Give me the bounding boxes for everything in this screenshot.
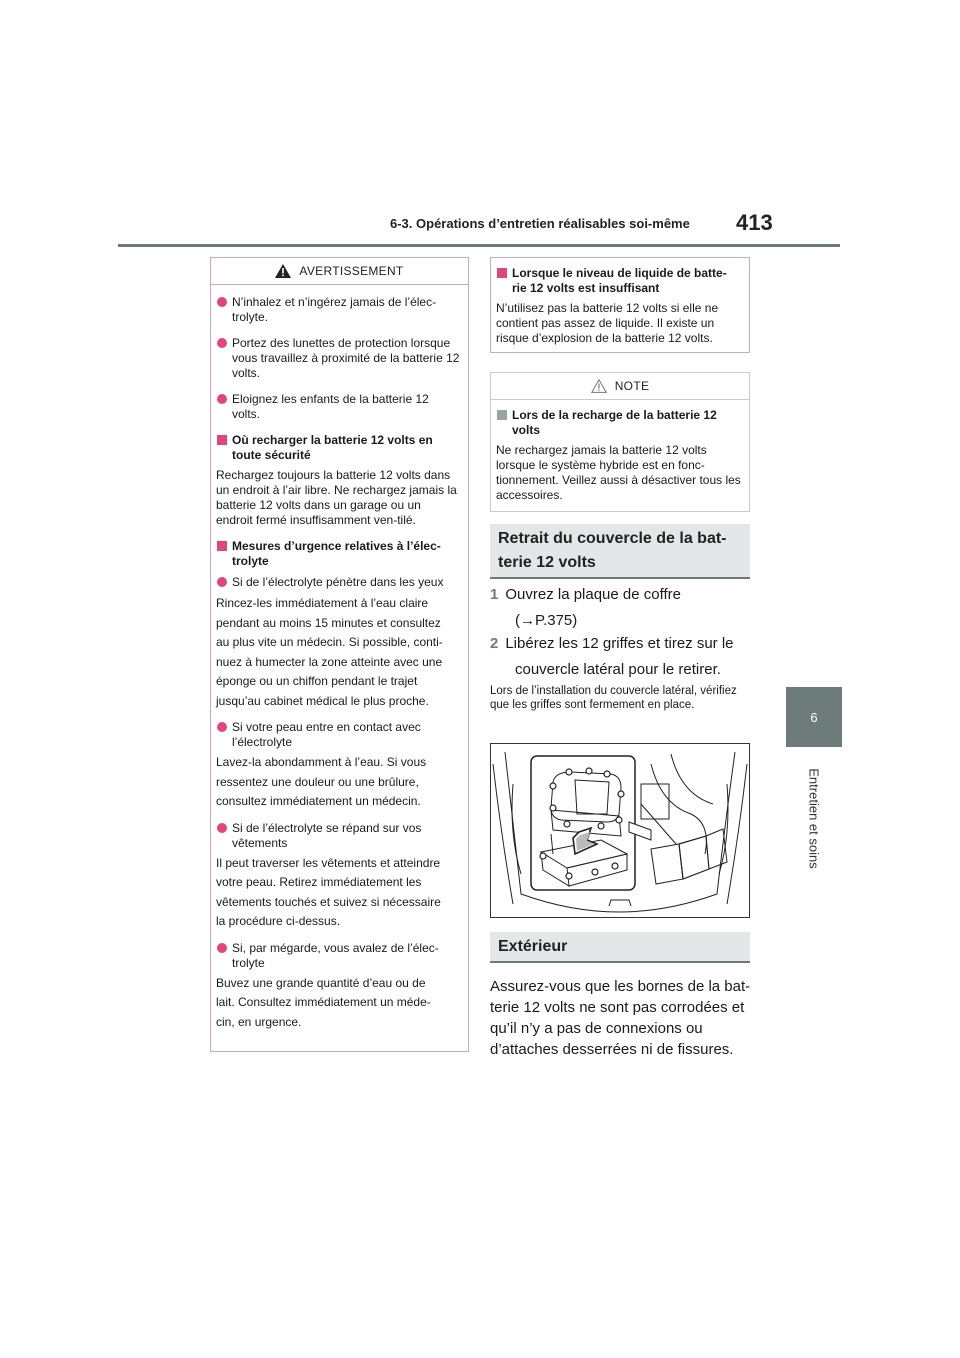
text-line: Assurez-vous que les bornes de la bat- <box>490 978 751 995</box>
section-title: 6-3. Opérations d’entretien réalisables soi-même <box>390 216 690 231</box>
trunk-drawing <box>491 744 749 917</box>
step-text: Libérez les 12 griffes et tirez sur le <box>505 635 734 652</box>
chapter-label <box>805 760 823 880</box>
warning-bullet: Portez des lunettes de protection lorsque vous travaillez à proximité de la batterie 12 volts. <box>216 336 460 381</box>
step-2 <box>490 633 760 681</box>
step-number: 2 <box>490 635 499 652</box>
warning-bullet: Si, par mégarde, vous avalez de l’élec-trolyte <box>216 941 460 971</box>
text-line: ressentez une douleur ou une brûlure, <box>216 774 419 789</box>
text-line: Il peut traverser les vêtements et atteindre <box>216 855 441 870</box>
text-line: vêtements touchés et suivez si nécessaire <box>216 894 441 909</box>
text-line: votre peau. Retirez immédiatement les <box>216 875 422 889</box>
chapter-label-text: Entretien et soins <box>806 768 822 869</box>
note-subheading: Lors de la recharge de la batterie 12 volts <box>496 408 741 438</box>
text-line: éponge ou un chiffon pendant le trajet <box>216 674 418 688</box>
text-line: d’attaches desserrées ni de fissures. <box>490 1041 734 1058</box>
note-title: NOTE <box>614 379 650 393</box>
text-line: Buvez une grande quantité d’eau ou de <box>216 975 426 990</box>
text-line: qu’il n’y a pas de connexions ou <box>490 1020 703 1037</box>
text-line: la procédure ci-dessus. <box>216 914 341 928</box>
exterior-paragraph <box>490 976 760 1060</box>
text-line: jusqu’au cabinet médical le plus proche. <box>216 693 429 708</box>
step-text: couvercle latéral pour le retirer. <box>515 661 721 678</box>
warning-title: AVERTISSEMENT <box>299 264 404 278</box>
warning-paragraph: N’utilisez pas la batterie 12 volts si elle ne contient pas assez de liquide. Il existe un risque d’explosion de la batterie 12 volts. <box>496 301 719 345</box>
text-line: Lavez-la abondamment à l’eau. Si vous <box>216 755 427 769</box>
step-text: Ouvrez la plaque de coffre <box>505 586 682 603</box>
text-line: consultez immédiatement un médecin. <box>216 794 421 808</box>
warning-bullet: N’inhalez et n’ingérez jamais de l’élec-trolyte. <box>216 295 460 325</box>
text-line: cin, en urgence. <box>216 1014 302 1029</box>
warning-continued-box <box>490 257 750 353</box>
section-heading-line: Retrait du couvercle de la bat- <box>498 530 727 547</box>
section-heading <box>490 524 750 579</box>
note-box <box>490 372 750 512</box>
warning-bullet: Si de l’électrolyte pénètre dans les yeux <box>216 575 460 590</box>
section-heading-line: terie 12 volts <box>498 554 596 571</box>
warning-bullet: Eloignez les enfants de la batterie 12 volts. <box>216 392 460 422</box>
warning-triangle-icon <box>275 264 291 278</box>
page-number: 413 <box>736 210 773 235</box>
note-paragraph: Ne rechargez jamais la batterie 12 volts lorsque le système hybride est en fonc-tionnement. Veillez aussi à désactiver tous les accessoires. <box>496 443 741 502</box>
caution-triangle-icon <box>591 379 607 393</box>
note-header <box>491 373 749 400</box>
text-line: nuez à humecter la zone atteinte avec une <box>216 654 443 669</box>
warning-bullet: Si votre peau entre en contact avec l’électrolyte <box>216 720 460 750</box>
section-heading: Extérieur <box>490 932 750 963</box>
text-line: lait. Consultez immédiatement un méde- <box>216 995 431 1009</box>
warning-subheading: Où recharger la batterie 12 volts en toute sécurité <box>216 433 460 463</box>
warning-subheading: Mesures d’urgence relatives à l’élec-trolyte <box>216 539 460 569</box>
header-rule <box>118 244 840 247</box>
text-line: pendant au moins 15 minutes et consultez <box>216 615 441 630</box>
page-reference-link[interactable]: (→P.375) <box>515 612 578 629</box>
chapter-tab[interactable]: 6 <box>786 687 842 747</box>
step-caption: Lors de l’installation du couvercle latéral, vérifiez que les griffes sont fermement en place. <box>490 685 737 711</box>
warning-subheading: Lorsque le niveau de liquide de batte-rie 12 volts est insuffisant <box>496 266 741 296</box>
step-1 <box>490 584 760 632</box>
text-line: Rincez-les immédiatement à l’eau claire <box>216 596 429 610</box>
warning-paragraph: Rechargez toujours la batterie 12 volts dans un endroit à l’air libre. Ne rechargez jamais la batterie 12 volts dans un garage ou un endroit fermé insuffisamment ven-tilé. <box>216 468 457 527</box>
warning-paragraph <box>216 594 460 711</box>
warning-bullet: Si de l’électrolyte se répand sur vos vêtements <box>216 821 460 851</box>
step-number: 1 <box>490 586 499 603</box>
warning-paragraph <box>216 854 460 932</box>
warning-paragraph <box>216 974 460 1033</box>
warning-header <box>211 258 468 285</box>
text-line: terie 12 volts ne sont pas corrodées et <box>490 999 745 1016</box>
warning-box <box>210 257 469 1052</box>
text-line: au plus vite un médecin. Si possible, conti- <box>216 635 443 649</box>
trunk-illustration <box>490 743 750 918</box>
warning-paragraph <box>216 753 460 812</box>
